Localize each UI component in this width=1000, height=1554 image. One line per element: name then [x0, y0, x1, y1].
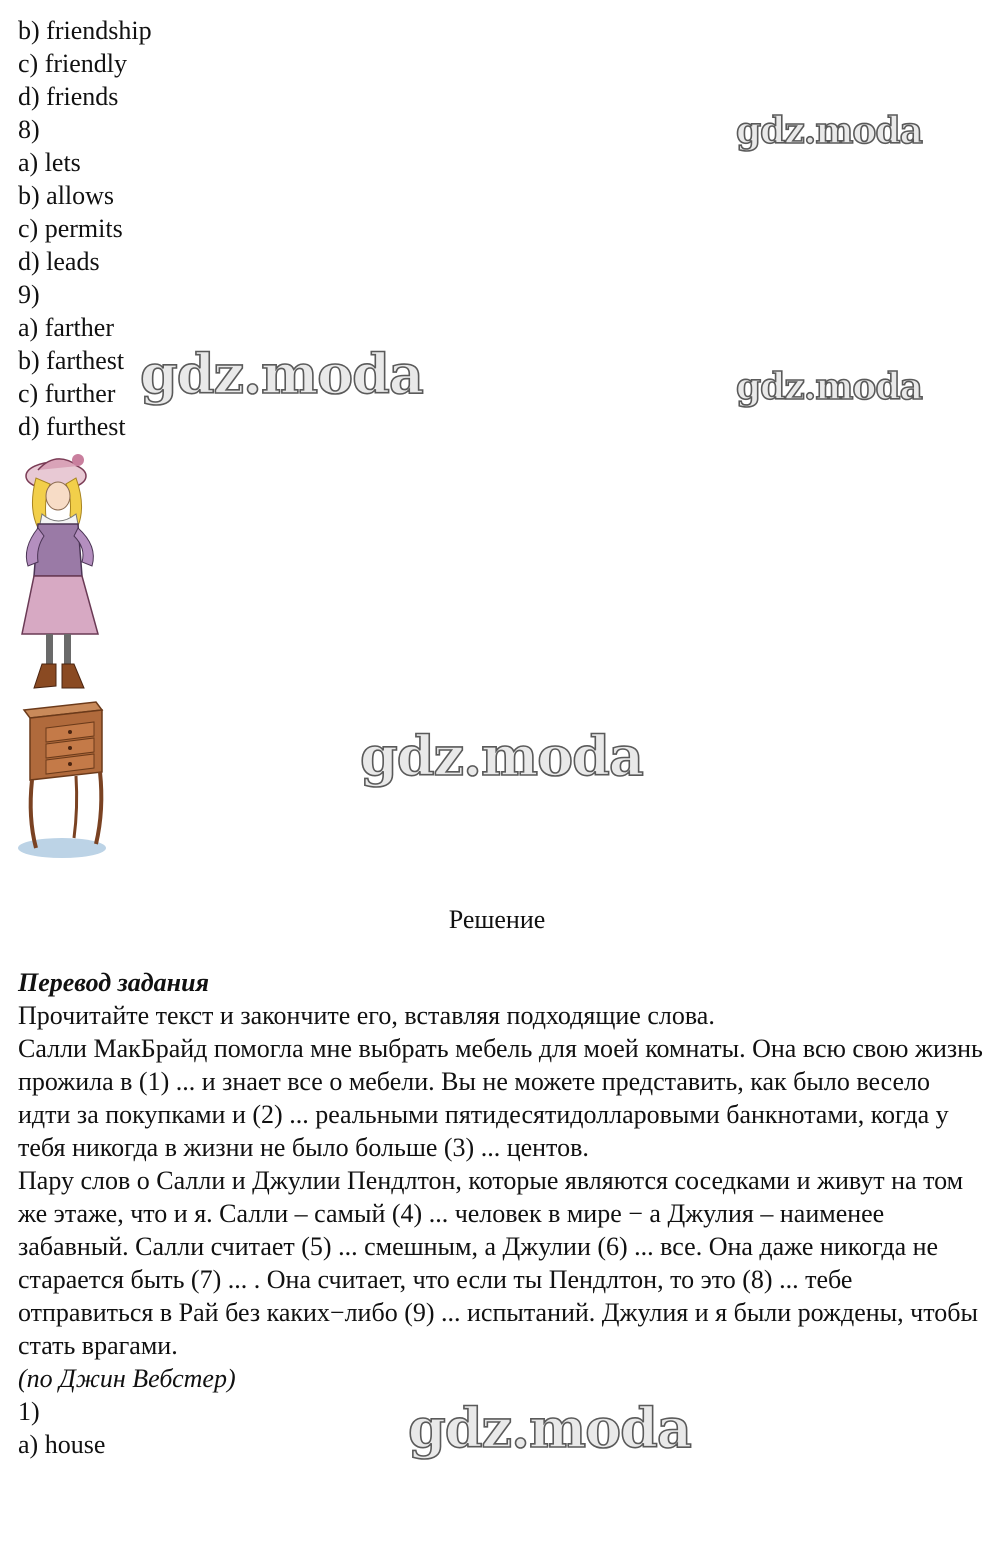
question-1-number: 1) — [18, 1397, 40, 1426]
translation-source: (по Джин Вебстер) — [18, 1364, 236, 1393]
option-7b: b) friendship — [18, 16, 152, 45]
watermark: gdz.moda — [140, 342, 423, 406]
question-8-number: 8) — [18, 115, 40, 144]
option-1a: a) house — [18, 1430, 106, 1459]
solution-heading: Решение — [448, 905, 546, 934]
option-7d: d) friends — [18, 82, 119, 111]
watermark: gdz.moda — [360, 724, 643, 788]
watermark: gdz.moda — [736, 110, 922, 152]
option-9b: b) farthest — [18, 346, 125, 375]
cabinet-illustration — [16, 698, 108, 860]
option-8d: d) leads — [18, 247, 100, 276]
option-7c: c) friendly — [18, 49, 128, 78]
option-8a: a) lets — [18, 148, 81, 177]
option-8b: b) allows — [18, 181, 115, 210]
watermark: gdz.moda — [408, 1396, 691, 1460]
translation-paragraph-2: Пару слов о Салли и Джулии Пендлтон, которые являются соседками и живут на том же этаже, что и я. Салли – самый (4) ... человек в мире − а Джулия – наименее забавный. Салли считает (5) ... смешным, а Джулии (6) ... все. Она даже никогда не старается быть (7) ... . Она считает, что если ты Пендлтон, то это (8) ... тебе отправиться в Рай без каких−либо (9) ... испытаний. Джулия и я были рождены, чтобы стать врагами. — [18, 1166, 978, 1360]
translation-heading: Перевод задания — [18, 968, 209, 997]
translation-instruction: Прочитайте текст и закончите его, вставляя подходящие слова. — [18, 1001, 715, 1030]
option-9d: d) furthest — [18, 412, 126, 441]
watermark: gdz.moda — [736, 366, 922, 408]
option-9a: a) farther — [18, 313, 114, 342]
option-9c: c) further — [18, 379, 116, 408]
option-8c: c) permits — [18, 214, 123, 243]
girl-illustration — [16, 448, 108, 694]
translation-paragraph-1: Салли МакБрайд помогла мне выбрать мебель для моей комнаты. Она всю свою жизнь прожила в (1) ... и знает все о мебели. Вы не можете представить, как было весело идти за покупками и (2) ... реальными пятидесятидолларовыми банкнотами, когда у тебя никогда в жизни не было больше (3) ... центов. — [18, 1034, 983, 1162]
question-9-number: 9) — [18, 280, 40, 309]
translation-block — [18, 966, 988, 1461]
